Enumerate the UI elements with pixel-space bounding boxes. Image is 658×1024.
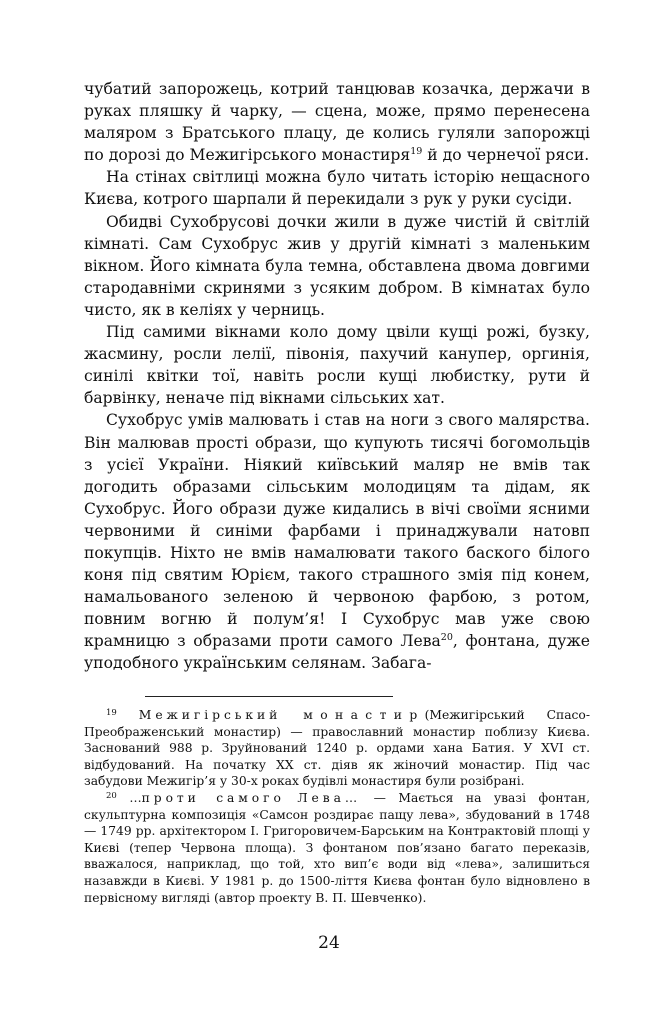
paragraph-3: Обидві Сухобрусові дочки жили в дуже чистій й світлій кімнаті. Сам Сухобрус жив у другій кімнаті з маленьким вікном. Його кімната була темна, обставлена двома довгими стародавніми скринями з усяким добром. В кімнатах було чисто, як в келіях у черниць. bbox=[84, 212, 590, 319]
footnote-ref-20: 20 bbox=[440, 632, 453, 644]
paragraph-1-tail: й до чернечої ряси. bbox=[422, 146, 590, 165]
footnote-divider bbox=[145, 696, 393, 697]
paragraph-5-text: Сухобрус умів малювать і став на ноги з свого малярства. Він малював прості образи, що купують тисячі богомольців з усієї України. Ніякий київський маляр не вмів так догодить образами сільським молодицям та дідам, як Сухобрус. Його образи дуже кидались в вічі своїми ясними червоними й синіми фарбами і принаджували натовп покупців. Ніхто не вмів намалювати такого баского білого коня під святим Юрієм, такого страшного змія під конем, намальованого зеленою й червоною фарбою, з ротом, повним вогню й полум’я! І Сухобрус мав уже свою крамницю з образами проти самого Лева bbox=[84, 411, 590, 651]
footnote-ref-19: 19 bbox=[410, 146, 423, 158]
paragraph-1 bbox=[84, 78, 590, 166]
footnote-19-text: (Межигірський Спасо-Преображенський монастир) — православний монастир поблизу Києва. Заснований 988 р. Зруйнований 1240 р. ордами хана Батия. У XVI ст. відбудований. На початку XX ст. діяв як жіночий монастир. Під час забудови Межигір’я у 30-х роках будівлі монастиря були розібрані. bbox=[84, 708, 590, 789]
footnote-20-number: 20 bbox=[106, 790, 117, 801]
page-number: 24 bbox=[318, 933, 340, 953]
footnote-20-ellipsis: … bbox=[129, 790, 142, 805]
footnote-20-term: проти самого bbox=[141, 790, 285, 805]
paragraph-2: На стінах світлиці можна було читать історію нещасного Києва, котрого шарпали й перекидали з рук у руки сусіди. bbox=[84, 168, 590, 209]
footnote-20-term-2: Лева… bbox=[297, 790, 362, 805]
paragraph-5 bbox=[84, 409, 590, 674]
footnote-19-term-2: монастир bbox=[303, 708, 425, 722]
footnote-20 bbox=[84, 790, 590, 906]
paragraph-5-tail: , фонтана, дуже уподобного українським селянам. Забага- bbox=[84, 632, 590, 673]
footnote-19 bbox=[84, 707, 590, 790]
paragraph-4: Під самими вікнами коло дому цвіли кущі рожі, бузку, жасмину, росли лелії, півонія, пахучий канупер, оргинія, синілі квітки тої, навіть росли кущі любистку, рути й барвінку, неначе під вікнами сільських хат. bbox=[84, 323, 590, 408]
footnote-19-number: 19 bbox=[106, 708, 117, 718]
paragraph-1-text: чубатий запорожець, котрий танцював козачка, держачи в руках пляшку й чарку, — сцена, може, прямо перенесена маляром з Братського плацу, де колись гуляли запорожці по дорозі до Межигірського монастиря bbox=[84, 80, 590, 165]
footnote-19-term: Межигірський bbox=[138, 708, 282, 722]
footnotes bbox=[84, 707, 590, 906]
footnote-20-text: — Мається на увазі фонтан, скульптурна композиція «Самсон роздирає пащу лева», збудований в 1748 — 1749 рр. архітектором І. Григоровичем-Барським на Контрактовій площі у Києві (тепер Червона площа). З фонтаном пов’язано багато переказів, вважалося, наприклад, що той, хто вип’є води від «лева», залишиться назавжди в Києві. У 1981 р. до 1500-ліття Києва фонтан було відновлено в первісному вигляді (автор проекту В. П. Шевченко). bbox=[84, 790, 590, 905]
main-text bbox=[84, 78, 590, 675]
